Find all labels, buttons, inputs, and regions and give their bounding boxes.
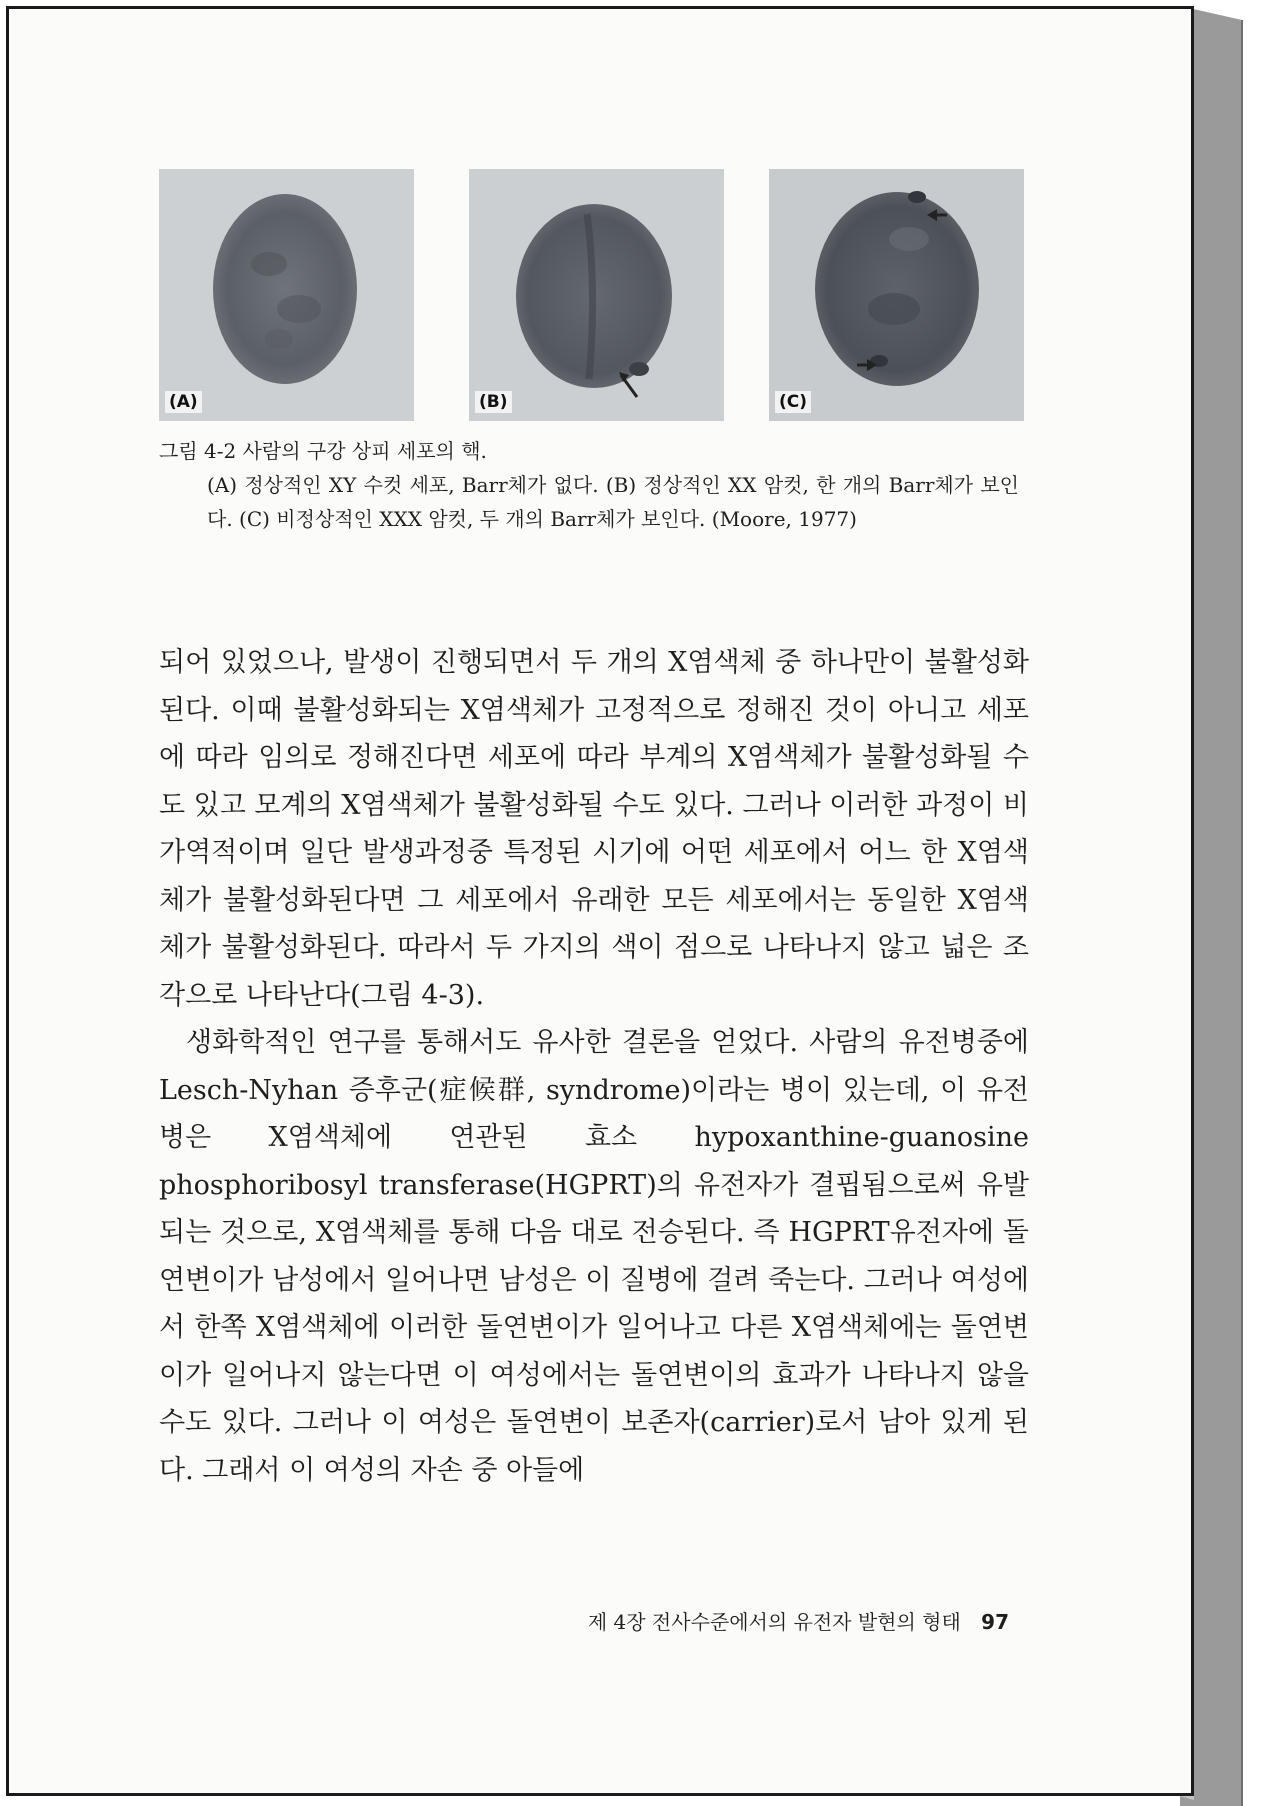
body-text: [159, 639, 1029, 1494]
book-page: [6, 6, 1194, 1796]
book-edge: [1180, 0, 1280, 1806]
caption-title: 그림 4-2 사람의 구강 상피 세포의 핵.: [159, 439, 487, 463]
panel-label-b: (B): [475, 391, 512, 413]
figure-panel-b: [469, 169, 724, 421]
figure-panel-a: [159, 169, 414, 421]
page-number: 97: [981, 1610, 1009, 1634]
paragraph: 되어 있었으나, 발생이 진행되면서 두 개의 X염색체 중 하나만이 불활성화된다. 이때 불활성화되는 X염색체가 고정적으로 정해진 것이 아니고 세포에 따라 임의로 정해진다면 세포에 따라 부계의 X염색체가 불활성화될 수도 있고 모계의 X염색체가 불활성화될 수도 있다. 그러나 이러한 과정이 비가역적이며 일단 발생과정중 특정된 시기에 어떤 세포에서 어느 한 X염색체가 불활성화된다면 그 세포에서 유래한 모든 세포에서는 동일한 X염색체가 불활성화된다. 따라서 두 가지의 색이 점으로 나타나지 않고 넓은 조각으로 나타난다(그림 4-3).: [159, 647, 1030, 1011]
nucleus-image-a: [159, 169, 414, 421]
chapter-title: 제 4장 전사수준에서의 유전자 발현의 형태: [587, 1610, 961, 1634]
figure-caption: [159, 434, 1019, 536]
caption-body: (A) 정상적인 XY 수컷 세포, Barr체가 없다. (B) 정상적인 XX 암컷, 한 개의 Barr체가 보인다. (C) 비정상적인 XXX 암컷, 두 개의 Barr체가 보인다. (Moore, 1977): [207, 473, 1019, 531]
nucleus-image-c: [769, 169, 1024, 421]
panel-label-c: (C): [775, 391, 811, 413]
panel-label-a: (A): [165, 391, 202, 413]
figure-4-2: [159, 169, 1039, 429]
figure-panel-c: [769, 169, 1024, 421]
page-footer: [159, 1606, 1009, 1635]
paragraph: 생화학적인 연구를 통해서도 유사한 결론을 얻었다. 사람의 유전병중에 Lesch-Nyhan 증후군(症候群, syndrome)이라는 병이 있는데, 이 유전병은 X염색체에 연관된 효소 hypoxanthine-guanosine phosphoribosyl transferase(HGPRT)의 유전자가 결핍됨으로써 유발되는 것으로, X염색체를 통해 다음 대로 전승된다. 즉 HGPRT유전자에 돌연변이가 남성에서 일어나면 남성은 이 질병에 걸려 죽는다. 그러나 여성에서 한쪽 X염색체에 이러한 돌연변이가 일어나고 다른 X염색체에는 돌연변이가 일어나지 않는다면 이 여성에서는 돌연변이의 효과가 나타나지 않을 수도 있다. 그러나 이 여성은 돌연변이 보존자(carrier)로서 남아 있게 된다. 그래서 이 여성의 자손 중 아들에: [159, 1027, 1029, 1486]
nucleus-image-b: [469, 169, 724, 421]
